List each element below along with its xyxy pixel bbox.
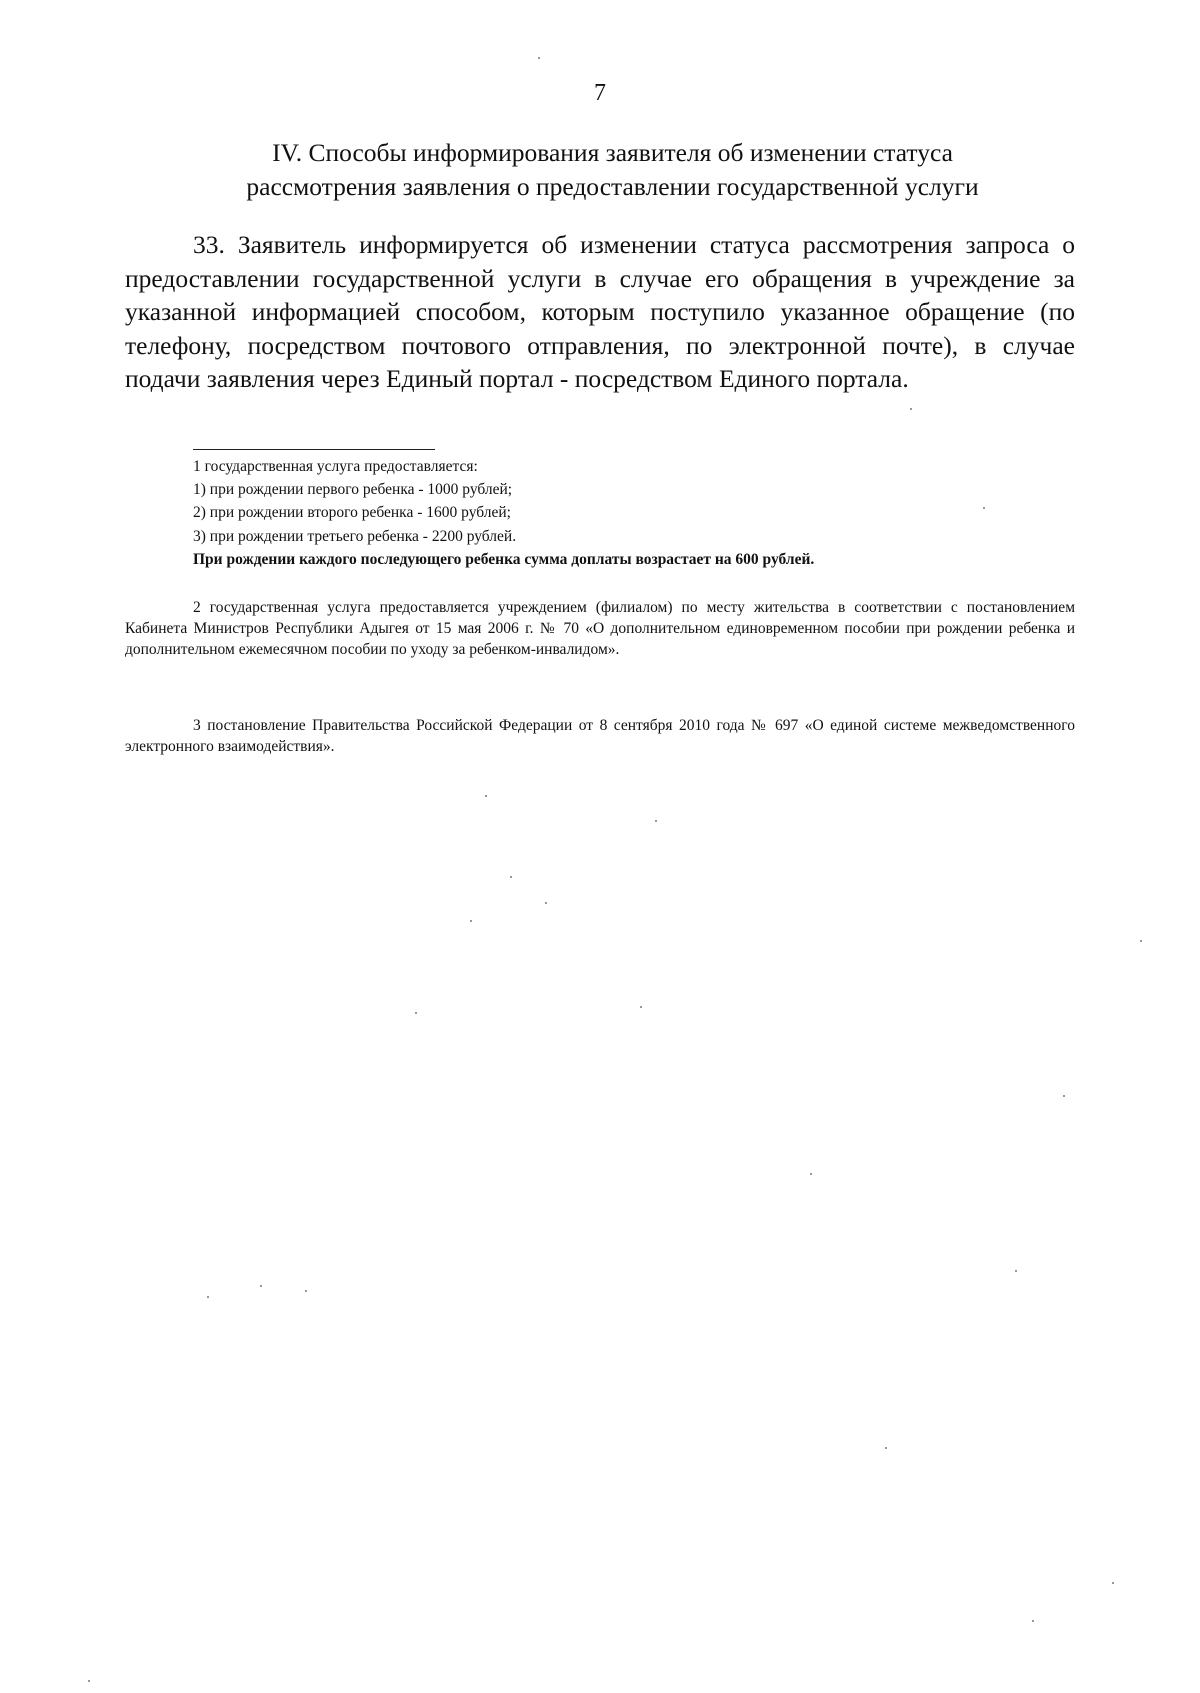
scan-speck [305, 1290, 307, 1292]
scan-speck [1112, 1582, 1114, 1584]
footnote-2: 2 государственная услуга предоставляется учреждением (филиалом) по месту жительства в соответствии с постановлением Кабинета Министров Республики Адыгея от 15 мая 2006 г. № 70 «О дополнительном единовременном пособии при рождении ребенка и дополнительном ежемесячном пособии по уходу за ребенком-инвалидом». [125, 599, 1075, 658]
footnote-separator [193, 449, 435, 450]
section-title [150, 136, 1075, 204]
scan-speck [910, 408, 912, 410]
scan-speck [510, 876, 512, 878]
footnote-1-item: 3) при рождении третьего ребенка - 2200 рублей. [193, 527, 517, 545]
scan-speck [470, 920, 472, 922]
scan-speck [1015, 1270, 1017, 1272]
footnote-1-intro: 1 государственная услуга предоставляется: [193, 458, 478, 475]
footnote-1-item: 1) при рождении первого ребенка - 1000 рублей; [193, 481, 513, 499]
scan-speck [1063, 1095, 1065, 1097]
scan-speck [640, 1006, 642, 1008]
scan-speck [983, 507, 985, 509]
scan-speck [88, 1680, 90, 1682]
footnote-1-item: 2) при рождении второго ребенка - 1600 рублей; [193, 504, 511, 522]
paragraph-33: 33. Заявитель информируется об изменении статуса рассмотрения запроса о предоставлении государственной услуги в случае его обращения в учреждение за указанной информацией способом, которым поступило указанное обращение (по телефону, посредством почтового отправления, по электронной почте), в случае подачи заявления через Единый портал - посредством Единого портала. [125, 230, 1075, 393]
scan-speck [415, 1012, 417, 1014]
section-title-line-1: IV. Способы информирования заявителя об изменении статуса [272, 138, 953, 167]
scan-speck [1032, 1620, 1034, 1622]
section-title-line-2: рассмотрения заявления о предоставлении государственной услуги [246, 172, 979, 201]
footnote-1 [193, 455, 1073, 571]
scan-speck [885, 1447, 887, 1449]
page-number: 7 [594, 80, 606, 106]
scan-speck [810, 1173, 812, 1175]
scan-speck [538, 57, 540, 59]
scan-speck [485, 795, 487, 797]
footnote-1-note: При рождении каждого последующего ребенка сумма доплаты возрастает на 600 рублей. [193, 550, 815, 568]
scan-speck [260, 1285, 262, 1287]
scan-speck [545, 902, 547, 904]
scan-speck [1140, 940, 1142, 942]
scan-speck [207, 1296, 209, 1298]
scan-speck [655, 820, 657, 822]
footnote-3: 3 постановление Правительства Российской Федерации от 8 сентября 2010 года № 697 «О единой системе межведомственного электронного взаимодействия». [125, 717, 1075, 755]
